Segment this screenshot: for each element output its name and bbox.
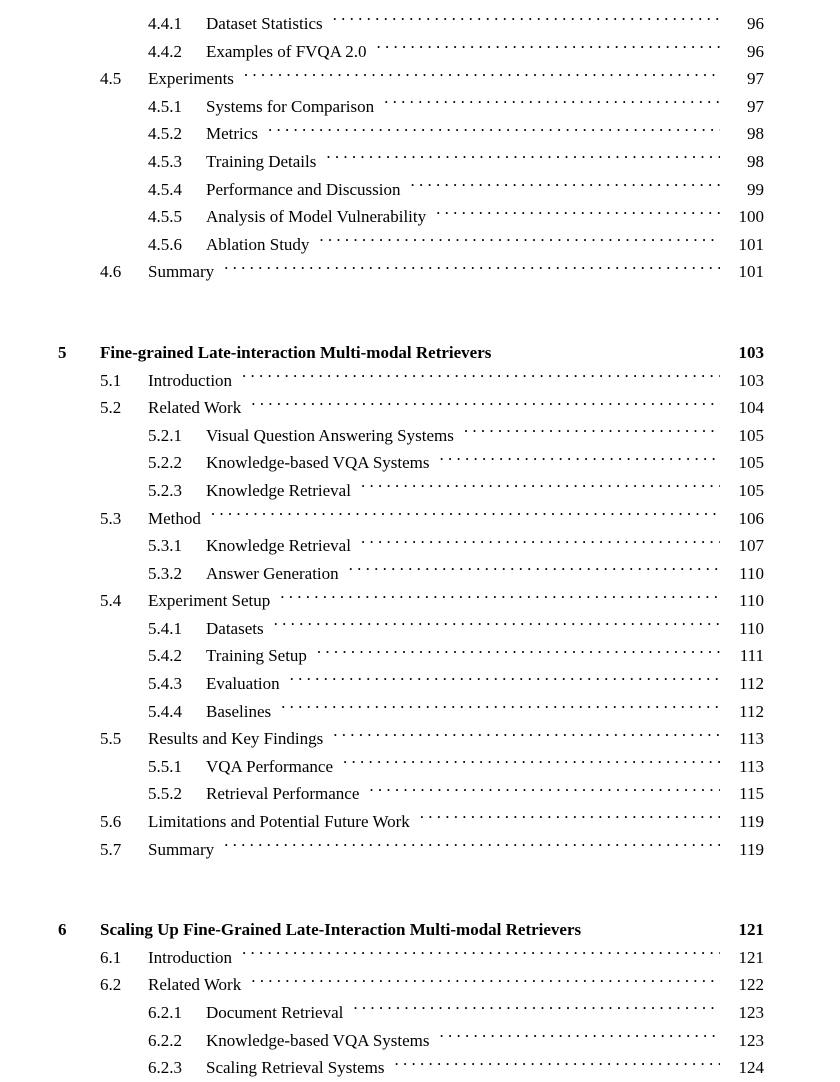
toc-entry-page-number: 98 [747, 124, 764, 144]
toc-entry-number: 6.2.3 [148, 1058, 182, 1078]
toc-leader-dots [394, 1056, 720, 1073]
toc-leader-dots [369, 782, 720, 799]
toc-leader-dots [274, 617, 720, 634]
toc-entry[interactable] [0, 944, 840, 972]
toc-leader-dots [436, 205, 720, 222]
toc-entry-page-number: 101 [738, 262, 764, 282]
toc-entry-number: 5.3.1 [148, 536, 182, 556]
toc-entry-title: Dataset Statistics [206, 14, 323, 33]
toc-entry-title: Summary [148, 262, 215, 282]
toc-entry-page-number: 96 [747, 14, 764, 33]
toc-entry[interactable] [0, 231, 840, 259]
toc-entry-page-number: 96 [747, 41, 764, 61]
toc-entry-number: 5.4.1 [148, 618, 182, 638]
toc-entry-number: 5.3.2 [148, 563, 182, 583]
toc-entry-title: Knowledge Retrieval [206, 536, 351, 556]
toc-entry-page-number: 111 [739, 646, 764, 666]
toc-entry-page-number: 119 [739, 839, 764, 859]
toc-entry-title: Baselines [206, 701, 272, 721]
toc-entry-title: Knowledge Retrieval [206, 480, 351, 500]
toc-entry[interactable] [0, 999, 840, 1027]
toc-entry[interactable] [0, 615, 840, 643]
toc-entry[interactable] [0, 93, 840, 121]
toc-entry-page-number: 100 [738, 207, 764, 227]
toc-entry[interactable] [0, 65, 840, 93]
toc-leader-dots [333, 12, 720, 29]
toc-leader-dots [377, 40, 720, 57]
toc-entry-page-number: 110 [739, 591, 764, 611]
toc-leader-dots [591, 918, 720, 935]
toc-entry-title: Experiment Setup [148, 591, 271, 611]
toc-entry-title: Limitations and Potential Future Work [148, 812, 410, 832]
section-spacer [0, 863, 840, 889]
toc-entry-number: 5.4.4 [148, 701, 182, 721]
toc-entry-number: 4.6 [100, 262, 122, 282]
toc-entry-number: 5.4.2 [148, 646, 182, 666]
toc-entry[interactable] [0, 477, 840, 505]
toc-entry-title: Related Work [148, 975, 242, 995]
toc-entry-title: Document Retrieval [206, 1003, 344, 1022]
toc-entry-title: Introduction [148, 947, 233, 967]
toc-entry-number: 5.6 [100, 812, 122, 832]
toc-entry[interactable] [0, 10, 840, 38]
toc-entry-page-number: 105 [738, 453, 764, 473]
toc-entry[interactable] [0, 38, 840, 66]
toc-entry-page-number: 110 [739, 563, 764, 583]
toc-entry[interactable] [0, 780, 840, 808]
toc-entry-number: 5.4.3 [148, 674, 182, 694]
toc-entry-number: 6.2 [100, 975, 122, 995]
toc-leader-dots [251, 396, 720, 413]
toc-leader-dots [361, 534, 720, 551]
toc-entry-page-number: 112 [739, 701, 764, 721]
toc-entry-number: 4.5.5 [148, 207, 182, 227]
toc-entry-title: Datasets [206, 618, 264, 638]
toc-entry[interactable] [0, 808, 840, 836]
toc-entry-title: Method [148, 508, 201, 528]
toc-leader-dots [268, 122, 720, 139]
toc-entry[interactable] [0, 971, 840, 999]
toc-entry[interactable] [0, 836, 840, 864]
toc-entry-page-number: 101 [738, 234, 764, 254]
toc-entry-title: Systems for Comparison [206, 96, 375, 116]
toc-entry-title: Visual Question Answering Systems [206, 425, 454, 445]
toc-entry-page-number: 119 [739, 812, 764, 832]
toc-entry-number: 6 [58, 920, 67, 940]
toc-entry-page-number: 112 [739, 674, 764, 694]
toc-entry-page-number: 115 [739, 784, 764, 804]
toc-entry-page-number: 105 [738, 480, 764, 500]
toc-entry-number: 5.2 [100, 398, 122, 418]
toc-entry-number: 4.4.1 [148, 14, 182, 33]
toc-leader-dots [333, 727, 720, 744]
toc-entry-number: 5 [58, 342, 67, 362]
toc-entry-page-number: 124 [738, 1058, 764, 1078]
toc-entry-number: 5.1 [100, 370, 122, 390]
toc-entry[interactable] [0, 176, 840, 204]
toc-entry-number: 5.5.2 [148, 784, 182, 804]
toc-entry-number: 5.2.1 [148, 425, 182, 445]
toc-entry-title: Scaling Retrieval Systems [206, 1058, 385, 1078]
toc-entry-number: 4.5.3 [148, 151, 182, 171]
table-of-contents [0, 10, 840, 1082]
toc-entry[interactable] [0, 670, 840, 698]
toc-entry-number: 5.4 [100, 591, 122, 611]
toc-entry-number: 4.5.6 [148, 234, 182, 254]
toc-entry-page-number: 110 [739, 618, 764, 638]
toc-entry[interactable] [0, 642, 840, 670]
toc-entry[interactable] [0, 339, 840, 367]
toc-entry[interactable] [0, 120, 840, 148]
toc-entry-page-number: 121 [738, 920, 764, 940]
toc-entry-title: Metrics [206, 124, 258, 144]
toc-leader-dots [281, 700, 720, 717]
toc-entry-title: Fine-grained Late-interaction Multi-modal Retrievers [100, 342, 492, 362]
toc-leader-dots [280, 589, 720, 606]
toc-entry-page-number: 104 [738, 398, 764, 418]
toc-leader-dots [440, 451, 721, 468]
toc-entry[interactable] [0, 1054, 840, 1082]
toc-entry-title: Retrieval Performance [206, 784, 360, 804]
toc-entry-number: 5.7 [100, 839, 122, 859]
toc-leader-dots [349, 562, 720, 579]
toc-leader-dots [326, 150, 720, 167]
toc-leader-dots [343, 755, 720, 772]
toc-entry-page-number: 113 [739, 756, 764, 776]
toc-entry-page-number: 107 [738, 536, 764, 556]
toc-entry-page-number: 123 [738, 1030, 764, 1050]
toc-entry[interactable] [0, 1027, 840, 1055]
toc-entry-title: Training Setup [206, 646, 307, 666]
toc-entry-page-number: 103 [738, 370, 764, 390]
toc-entry[interactable] [0, 203, 840, 231]
toc-entry-number: 4.4.2 [148, 41, 182, 61]
toc-entry-title: Scaling Up Fine-Grained Late-Interaction Multi-modal Retrievers [100, 920, 582, 940]
toc-entry-title: Knowledge-based VQA Systems [206, 453, 430, 473]
toc-leader-dots [251, 973, 720, 990]
toc-entry-title: Examples of FVQA 2.0 [206, 41, 367, 61]
toc-entry-page-number: 97 [747, 69, 764, 89]
toc-entry-number: 4.5.4 [148, 179, 182, 199]
toc-entry-title: Evaluation [206, 674, 280, 694]
toc-leader-dots [224, 838, 720, 855]
toc-entry-page-number: 122 [738, 975, 764, 995]
toc-entry[interactable] [0, 505, 840, 533]
toc-entry-page-number: 97 [747, 96, 764, 116]
toc-entry-title: Experiments [148, 69, 234, 89]
toc-entry-title: VQA Performance [206, 756, 333, 776]
toc-entry-page-number: 121 [738, 947, 764, 967]
toc-entry-page-number: 99 [747, 179, 764, 199]
toc-entry-title: Results and Key Findings [148, 729, 324, 749]
toc-entry-number: 5.5 [100, 729, 122, 749]
toc-leader-dots [319, 233, 720, 250]
toc-entry-title: Performance and Discussion [206, 179, 401, 199]
toc-entry-title: Answer Generation [206, 563, 339, 583]
toc-leader-dots [224, 260, 720, 277]
toc-entry-number: 5.3 [100, 508, 122, 528]
toc-leader-dots [464, 424, 720, 441]
toc-entry[interactable] [0, 560, 840, 588]
toc-entry[interactable] [0, 698, 840, 726]
toc-entry-number: 4.5 [100, 69, 122, 89]
toc-entry-page-number: 103 [738, 342, 764, 362]
toc-entry-title: Related Work [148, 398, 242, 418]
toc-entry[interactable] [0, 148, 840, 176]
toc-leader-dots [317, 644, 720, 661]
toc-entry[interactable] [0, 422, 840, 450]
toc-entry-title: Knowledge-based VQA Systems [206, 1030, 430, 1050]
toc-entry-page-number: 105 [738, 425, 764, 445]
toc-entry-number: 4.5.2 [148, 124, 182, 144]
toc-entry-page-number: 123 [738, 1003, 764, 1022]
toc-leader-dots [501, 341, 720, 358]
toc-leader-dots [290, 672, 720, 689]
toc-leader-dots [244, 67, 720, 84]
section-spacer [0, 286, 840, 312]
toc-leader-dots [411, 178, 720, 195]
toc-entry[interactable] [0, 367, 840, 395]
toc-leader-dots [384, 95, 720, 112]
toc-entry-title: Ablation Study [206, 234, 310, 254]
toc-entry[interactable] [0, 587, 840, 615]
toc-entry-number: 6.2.1 [148, 1003, 182, 1022]
toc-entry[interactable] [0, 916, 840, 944]
toc-entry-page-number: 106 [738, 508, 764, 528]
toc-entry-page-number: 98 [747, 151, 764, 171]
toc-entry[interactable] [0, 258, 840, 286]
toc-entry[interactable] [0, 394, 840, 422]
toc-entry[interactable] [0, 532, 840, 560]
toc-entry-title: Analysis of Model Vulnerability [206, 207, 427, 227]
toc-leader-dots [353, 1001, 720, 1018]
toc-entry-number: 5.5.1 [148, 756, 182, 776]
toc-entry-number: 4.5.1 [148, 96, 182, 116]
toc-entry-number: 5.2.2 [148, 453, 182, 473]
toc-entry-number: 6.2.2 [148, 1030, 182, 1050]
toc-entry-title: Training Details [206, 151, 317, 171]
toc-leader-dots [361, 479, 720, 496]
toc-entry[interactable] [0, 753, 840, 781]
toc-leader-dots [211, 507, 720, 524]
toc-entry-page-number: 113 [739, 729, 764, 749]
toc-entry-title: Summary [148, 839, 215, 859]
toc-entry-number: 5.2.3 [148, 480, 182, 500]
toc-leader-dots [242, 369, 720, 386]
toc-entry[interactable] [0, 725, 840, 753]
toc-leader-dots [440, 1029, 721, 1046]
toc-entry-number: 6.1 [100, 947, 122, 967]
toc-entry[interactable] [0, 449, 840, 477]
toc-entry-title: Introduction [148, 370, 233, 390]
toc-leader-dots [420, 810, 720, 827]
toc-leader-dots [242, 946, 720, 963]
